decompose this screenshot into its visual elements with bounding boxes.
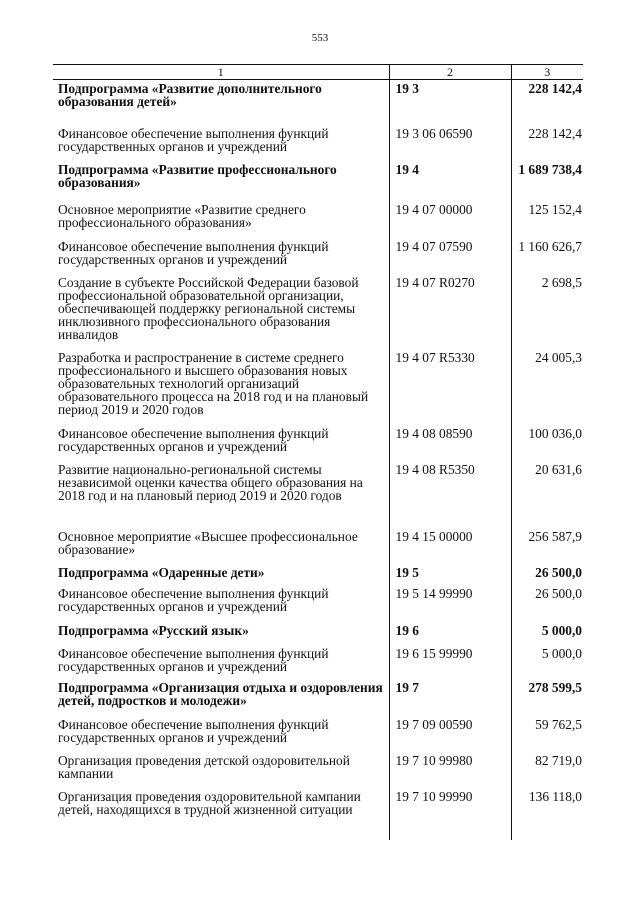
row-name-cell: Финансовое обеспечение выполнения функций государственных органов и учреждений xyxy=(58,716,329,745)
table-body xyxy=(53,80,583,840)
header-col-3: 3 xyxy=(511,65,583,80)
row-name-cell: Организация проведения оздоровительной кампании детей, находящихся в трудной жизненной ситуации xyxy=(58,788,361,817)
row-amount-cell: 59 762,5 xyxy=(511,716,583,752)
row-code-cell: 19 3 06 06590 xyxy=(389,125,511,161)
row-code-cell: 19 4 07 07590 xyxy=(389,238,511,274)
header-col-2: 2 xyxy=(389,65,511,80)
row-amount-cell: 2 698,5 xyxy=(511,274,583,349)
table-row xyxy=(53,716,583,752)
page-number: 553 xyxy=(311,32,329,44)
table-row xyxy=(53,349,583,425)
table-row xyxy=(53,528,583,564)
subprogram-row xyxy=(53,679,583,716)
row-amount-cell: 125 152,4 xyxy=(511,201,583,238)
row-code-cell: 19 7 xyxy=(389,679,511,716)
table-row xyxy=(53,645,583,679)
row-name-cell: Финансовое обеспечение выполнения функций государственных органов и учреждений xyxy=(58,125,329,154)
table-header xyxy=(53,65,583,80)
row-name-cell: Подпрограмма «Одаренные дети» xyxy=(58,564,265,580)
row-amount-cell: 1 689 738,4 xyxy=(511,161,583,201)
table-row xyxy=(53,585,583,622)
subprogram-row xyxy=(53,564,583,585)
row-amount-cell: 256 587,9 xyxy=(511,528,583,564)
budget-table xyxy=(53,64,583,840)
row-code-cell: 19 4 07 R5330 xyxy=(389,349,511,425)
subprogram-row xyxy=(53,80,583,125)
table-row xyxy=(53,238,583,274)
header-row xyxy=(53,65,583,80)
row-amount-cell: 100 036,0 xyxy=(511,425,583,461)
table-row xyxy=(53,461,583,528)
row-code-cell: 19 4 15 00000 xyxy=(389,528,511,564)
row-name-cell: Создание в субъекте Российской Федерации базовой профессиональной образовательной организации, обеспечивающей поддержку региональной системы инклюзивного профессионального образования инвалидов xyxy=(58,274,359,342)
row-name-cell: Подпрограмма «Развитие дополнительного образования детей» xyxy=(58,81,322,109)
row-amount-cell: 82 719,0 xyxy=(511,752,583,788)
table-row xyxy=(53,752,583,788)
row-name-cell: Разработка и распространение в системе среднего профессионального и высшего образования новых образовательных технологий организаций образовательного процесса на 2018 год и на плановый период 2019 и 2020 годов xyxy=(58,349,369,417)
row-code-cell: 19 4 xyxy=(389,161,511,201)
row-name-cell: Организация проведения детской оздоровительной кампании xyxy=(58,752,350,781)
row-amount-cell: 5 000,0 xyxy=(511,645,583,679)
row-name-cell: Подпрограмма «Организация отдыха и оздоровления детей, подростков и молодежи» xyxy=(58,679,383,708)
row-amount-cell: 20 631,6 xyxy=(511,461,583,528)
row-name-cell: Финансовое обеспечение выполнения функций государственных органов и учреждений xyxy=(58,425,329,454)
row-code-cell: 19 4 08 08590 xyxy=(389,425,511,461)
row-name-cell: Развитие национально-региональной системы независимой оценки качества общего образования на 2018 год и на плановый период 2019 и 2020 годов xyxy=(58,461,363,503)
row-code-cell: 19 7 10 99980 xyxy=(389,752,511,788)
row-code-cell: 19 3 xyxy=(389,80,511,125)
row-code-cell: 19 7 09 00590 xyxy=(389,716,511,752)
row-code-cell: 19 7 10 99990 xyxy=(389,788,511,840)
row-amount-cell: 5 000,0 xyxy=(511,622,583,645)
subprogram-row xyxy=(53,622,583,645)
row-name-cell: Подпрограмма «Развитие профессионального образования» xyxy=(58,161,337,190)
row-name-cell: Основное мероприятие «Развитие среднего профессионального образования» xyxy=(58,201,306,230)
row-amount-cell: 228 142,4 xyxy=(511,125,583,161)
row-name-cell: Финансовое обеспечение выполнения функций государственных органов и учреждений xyxy=(58,645,329,674)
row-amount-cell: 136 118,0 xyxy=(511,788,583,840)
row-code-cell: 19 4 07 R0270 xyxy=(389,274,511,349)
table-row xyxy=(53,125,583,161)
row-code-cell: 19 5 14 99990 xyxy=(389,585,511,622)
row-name-cell: Финансовое обеспечение выполнения функций государственных органов и учреждений xyxy=(58,238,329,267)
subprogram-row xyxy=(53,161,583,201)
row-name-cell: Подпрограмма «Русский язык» xyxy=(58,622,249,638)
row-amount-cell: 24 005,3 xyxy=(511,349,583,425)
row-amount-cell: 228 142,4 xyxy=(511,80,583,125)
row-name-cell: Основное мероприятие «Высшее профессиональное образование» xyxy=(58,528,358,557)
table-row xyxy=(53,274,583,349)
row-name-cell: Финансовое обеспечение выполнения функций государственных органов и учреждений xyxy=(58,585,329,614)
row-amount-cell: 26 500,0 xyxy=(511,585,583,622)
header-col-1: 1 xyxy=(53,65,389,80)
row-amount-cell: 278 599,5 xyxy=(511,679,583,716)
row-code-cell: 19 4 08 R5350 xyxy=(389,461,511,528)
table-row xyxy=(53,788,583,840)
row-code-cell: 19 4 07 00000 xyxy=(389,201,511,238)
table-row xyxy=(53,201,583,238)
row-amount-cell: 1 160 626,7 xyxy=(511,238,583,274)
table-row xyxy=(53,425,583,461)
row-code-cell: 19 6 xyxy=(389,622,511,645)
row-amount-cell: 26 500,0 xyxy=(511,564,583,585)
row-code-cell: 19 6 15 99990 xyxy=(389,645,511,679)
row-code-cell: 19 5 xyxy=(389,564,511,585)
